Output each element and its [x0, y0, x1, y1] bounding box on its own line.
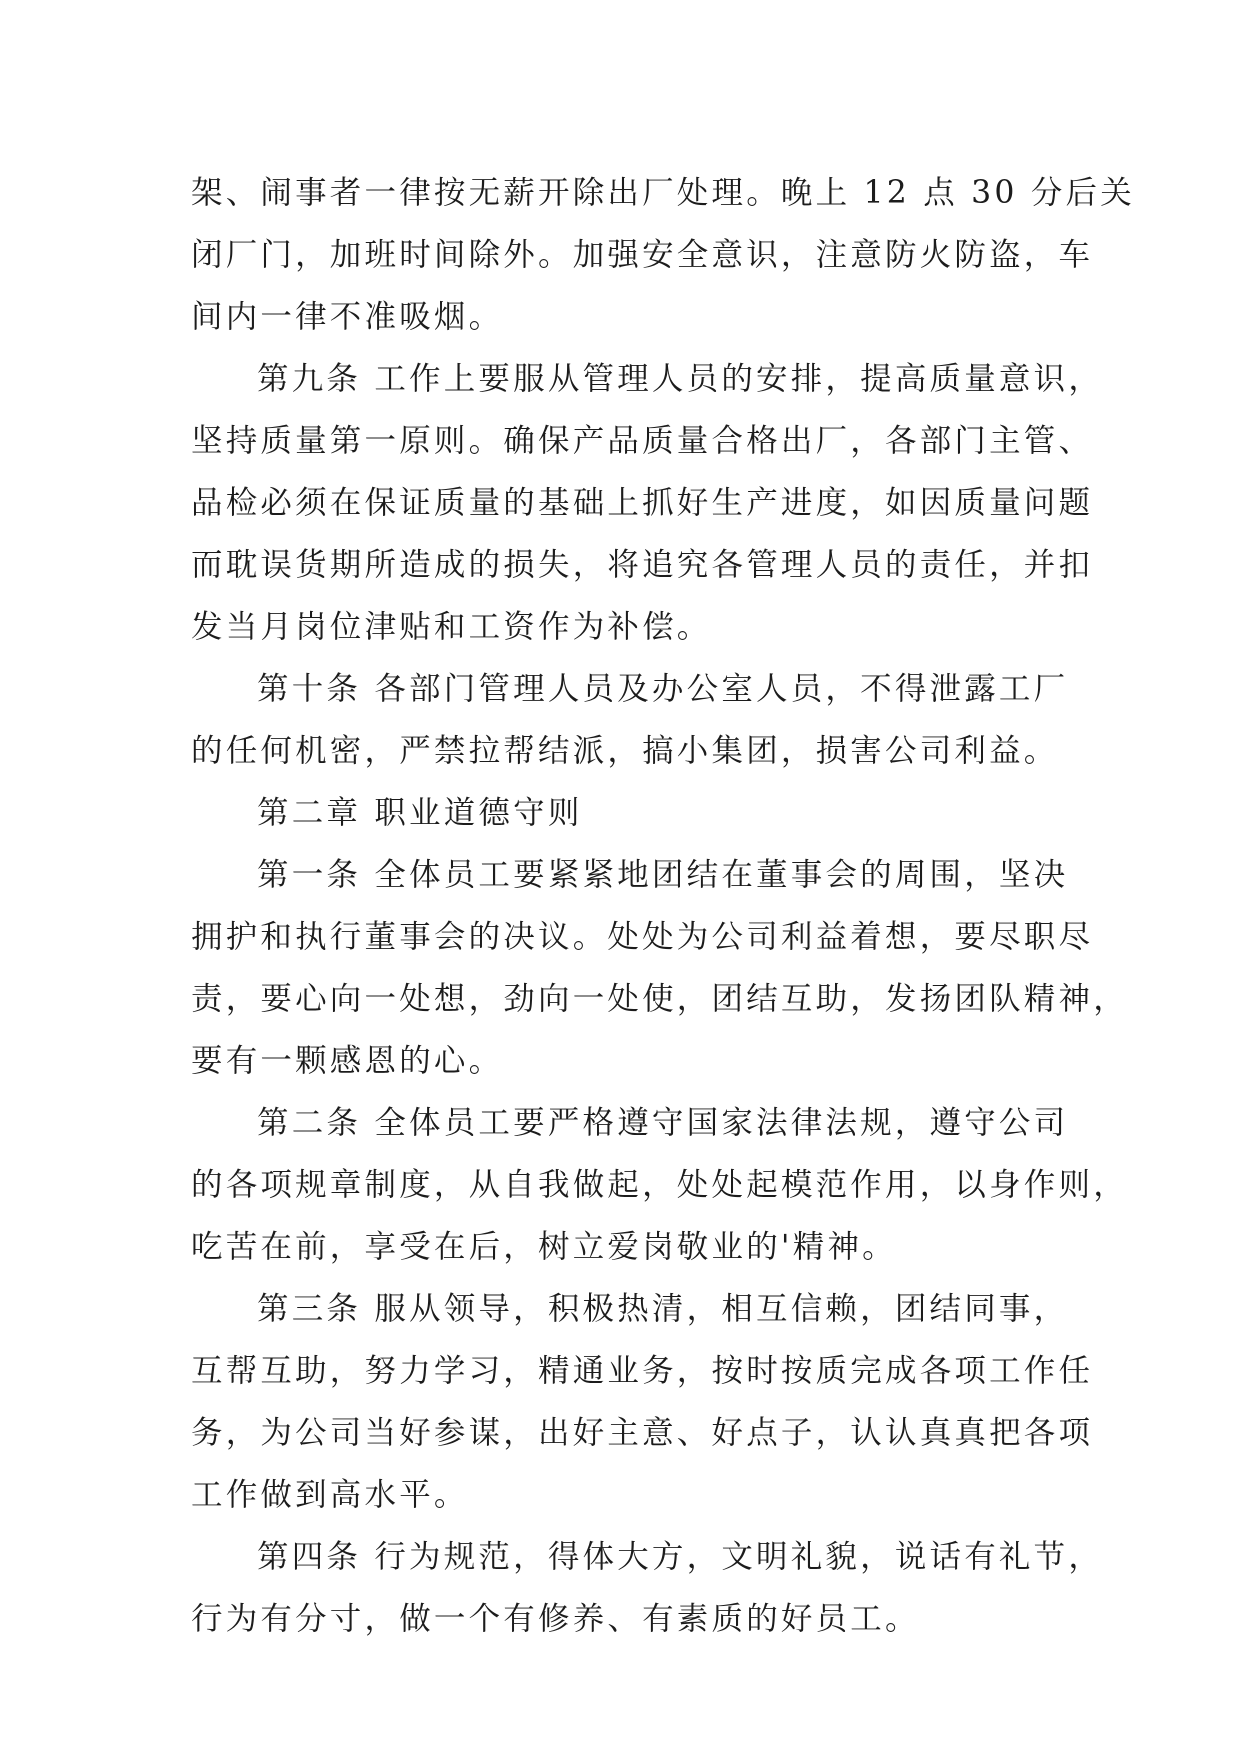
- chapter2-article-2-start: 第二条 全体员工要严格遵守国家法律法规，遵守公司: [257, 1105, 1069, 1141]
- text-line: 品检必须在保证质量的基础上抓好生产进度，如因质量问题: [191, 485, 1094, 521]
- text-line: 的任何机密，严禁拉帮结派，搞小集团，损害公司利益。: [191, 733, 1059, 769]
- text-line: 而耽误货期所造成的损失，将追究各管理人员的责任，并扣: [191, 547, 1094, 583]
- chapter2-article-3-start: 第三条 服从领导，积极热清，相互信赖，团结同事，: [257, 1291, 1069, 1327]
- chapter2-article-4-start: 第四条 行为规范，得体大方，文明礼貌，说话有礼节，: [257, 1539, 1104, 1575]
- article-9-start: 第九条 工作上要服从管理人员的安排，提高质量意识，: [257, 361, 1104, 397]
- text-line: 互帮互助，努力学习，精通业务，按时按质完成各项工作任: [191, 1353, 1094, 1389]
- text-line: 闭厂门，加班时间除外。加强安全意识，注意防火防盗，车: [191, 237, 1094, 273]
- text-line: 架、闹事者一律按无薪开除出厂处理。晚上 12 点 30 分后关: [191, 175, 1135, 211]
- article-10-start: 第十条 各部门管理人员及办公室人员，不得泄露工厂: [257, 671, 1069, 707]
- text-line: 要有一颗感恩的心。: [191, 1043, 504, 1079]
- chapter2-article-1-start: 第一条 全体员工要紧紧地团结在董事会的周围，坚决: [257, 857, 1069, 893]
- text-line: 坚持质量第一原则。确保产品质量合格出厂，各部门主管、: [191, 423, 1094, 459]
- document-body: [191, 162, 1135, 1650]
- text-line: 工作做到高水平。: [191, 1477, 469, 1513]
- text-line: 行为有分寸，做一个有修养、有素质的好员工。: [191, 1601, 920, 1637]
- text-line: 发当月岗位津贴和工资作为补偿。: [191, 609, 712, 645]
- text-line: 拥护和执行董事会的决议。处处为公司利益着想，要尽职尽: [191, 919, 1094, 955]
- text-line: 吃苦在前，享受在后，树立爱岗敬业的'精神。: [191, 1229, 897, 1265]
- text-line: 的各项规章制度，从自我做起，处处起模范作用，以身作则，: [191, 1167, 1128, 1203]
- text-line: 责，要心向一处想，劲向一处使，团结互助，发扬团队精神，: [191, 981, 1128, 1017]
- text-line: 务，为公司当好参谋，出好主意、好点子，认认真真把各项: [191, 1415, 1094, 1451]
- text-line: 间内一律不准吸烟。: [191, 299, 504, 335]
- chapter-heading: 第二章 职业道德守则: [257, 795, 583, 831]
